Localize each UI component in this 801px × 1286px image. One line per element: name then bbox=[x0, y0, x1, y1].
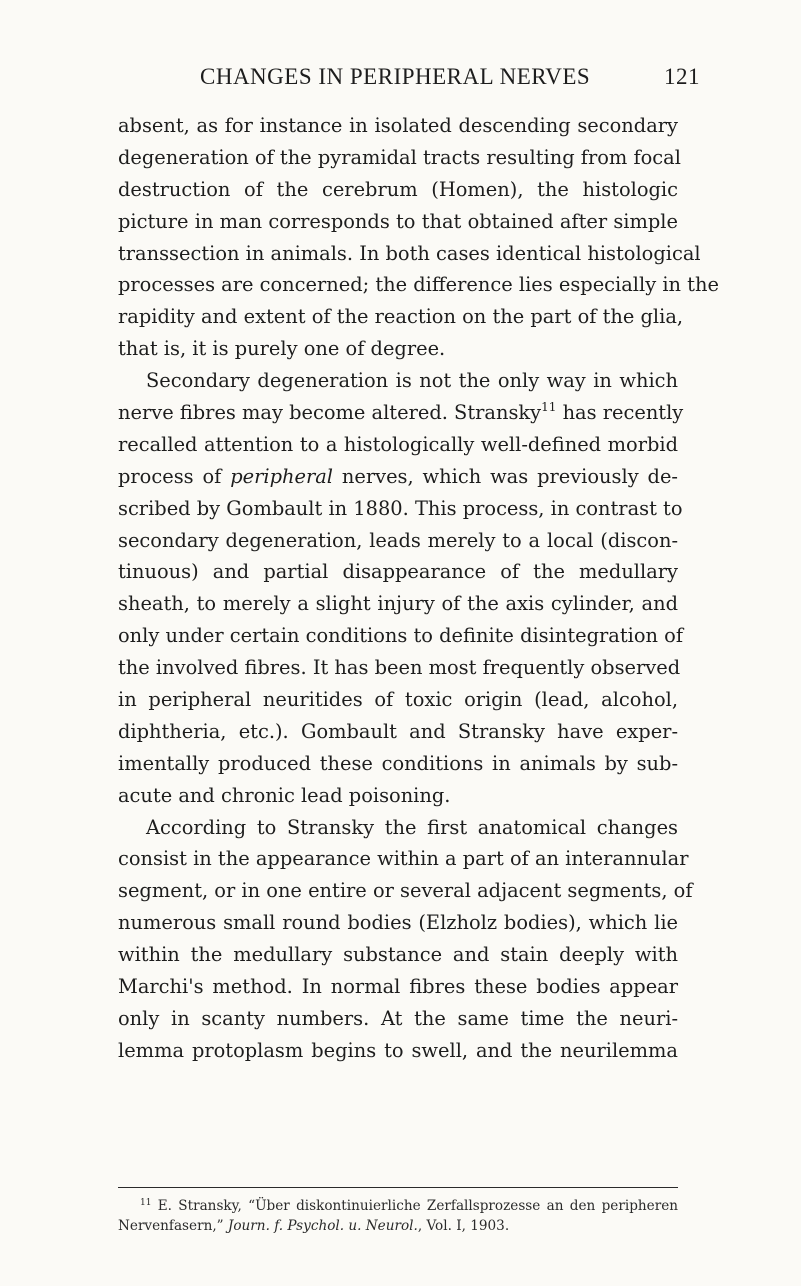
text-line: that is, it is purely one of degree. bbox=[118, 337, 446, 361]
text-line: only in scanty numbers. At the same time the neuri- bbox=[118, 1006, 678, 1030]
footnote-text: , Vol. I, 1903. bbox=[417, 1218, 510, 1234]
text-fragment: has recently bbox=[556, 401, 684, 425]
footnote-line bbox=[118, 1196, 678, 1216]
text-line: processes are concerned; the difference lies especially in the bbox=[118, 273, 719, 297]
text-line: consist in the appearance within a part of an interannular bbox=[118, 847, 689, 871]
footnote-reference: 11 bbox=[541, 400, 557, 415]
footnote-line bbox=[118, 1216, 678, 1236]
text-line: absent, as for instance in isolated descending secondary bbox=[118, 114, 678, 137]
text-line: recalled attention to a histologically well-defined morbid bbox=[118, 432, 678, 456]
footnote-rule bbox=[118, 1187, 678, 1188]
italic-term: peripheral bbox=[230, 464, 333, 488]
text-line: destruction of the cerebrum (Homen), the histologic bbox=[118, 177, 678, 201]
text-line: lemma protoplasm begins to swell, and the neurilemma bbox=[118, 1038, 678, 1062]
text-fragment: nerve fibres may become altered. Stransky bbox=[118, 401, 542, 425]
footnote-marker: 11 bbox=[140, 1198, 152, 1208]
text-line: acute and chronic lead poisoning. bbox=[118, 783, 451, 807]
text-line: transsection in animals. In both cases identical histological bbox=[118, 241, 701, 265]
text-line: the involved fibres. It has been most frequently observed bbox=[118, 656, 681, 680]
text-line: imentally produced these conditions in animals by sub- bbox=[118, 751, 678, 775]
body-text bbox=[118, 110, 719, 1067]
text-line-with-footnote-ref bbox=[118, 397, 684, 429]
text-line: According to Stransky the first anatomical changes bbox=[146, 815, 678, 839]
text-line: Secondary degeneration is not the only way in which bbox=[146, 369, 678, 393]
text-line: rapidity and extent of the reaction on the part of the glia, bbox=[118, 305, 684, 329]
running-head-title: CHANGES IN PERIPHERAL NERVES bbox=[200, 64, 591, 89]
text-line: tinuous) and partial disappearance of the medullary bbox=[118, 560, 678, 584]
footnote-text: E. Stransky, “Über diskontinuierliche Zerfallsprozesse an den peripheren bbox=[151, 1198, 678, 1214]
running-head bbox=[200, 64, 700, 104]
text-line: degeneration of the pyramidal tracts resulting from focal bbox=[118, 145, 681, 169]
text-line: picture in man corresponds to that obtained after simple bbox=[118, 209, 678, 233]
text-line: secondary degeneration, leads merely to a local (discon- bbox=[118, 528, 678, 552]
journal-title: Journ. f. Psychol. u. Neurol. bbox=[227, 1218, 418, 1234]
text-line: sheath, to merely a slight injury of the axis cylinder, and bbox=[118, 592, 678, 616]
text-line: scribed by Gombault in 1880. This process, in contrast to bbox=[118, 496, 683, 520]
text-line: segment, or in one entire or several adjacent segments, of bbox=[118, 879, 693, 903]
text-line-with-italic bbox=[118, 461, 678, 493]
text-line: in peripheral neuritides of toxic origin (lead, alcohol, bbox=[118, 688, 678, 712]
footnote bbox=[118, 1196, 678, 1236]
text-line: within the medullary substance and stain deeply with bbox=[118, 943, 678, 967]
text-line: diphtheria, etc.). Gombault and Stransky have exper- bbox=[118, 719, 678, 743]
text-fragment: nerves, which was previously de- bbox=[333, 464, 678, 488]
text-line: Marchi's method. In normal fibres these bodies appear bbox=[118, 975, 678, 999]
text-fragment: process of bbox=[118, 464, 231, 488]
page-number: 121 bbox=[664, 64, 700, 89]
footnote-text: Nervenfasern,” bbox=[118, 1218, 228, 1234]
text-line: numerous small round bodies (Elzholz bodies), which lie bbox=[118, 911, 678, 935]
text-line: only under certain conditions to definite disintegration of bbox=[118, 624, 684, 648]
